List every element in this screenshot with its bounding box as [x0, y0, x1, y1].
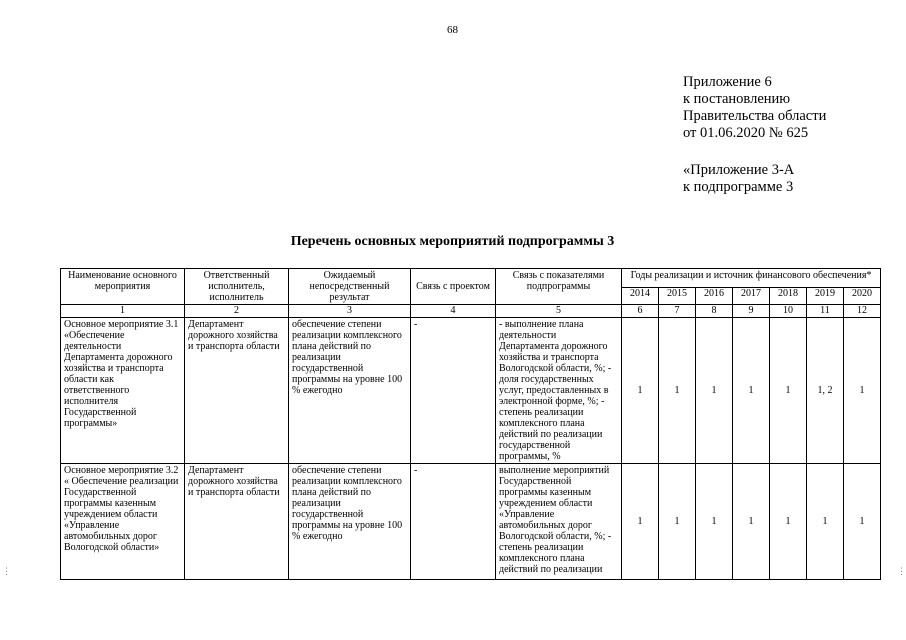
year-value: 1 [622, 318, 659, 464]
column-number: 10 [770, 305, 807, 318]
scan-edge-mark: ⋮ [2, 566, 11, 576]
column-number: 3 [289, 305, 411, 318]
appendix-line: от 01.06.2020 № 625 [683, 125, 809, 141]
header-years-group: Годы реализации и источник финансового обеспечения* [622, 269, 881, 288]
column-number: 8 [696, 305, 733, 318]
column-number: 9 [733, 305, 770, 318]
measure-result-text: обеспечение степени реализации комплексного плана действий по реализации государственной программы на уровне 100 % ежегодно [292, 465, 403, 542]
measure-name [61, 464, 185, 580]
appendix-line: Приложение 6 [683, 74, 772, 90]
table-row [61, 318, 881, 464]
header-result: Ожидаемый непосредственный результат [289, 269, 411, 305]
document-title: Перечень основных мероприятий подпрограммы 3 [290, 234, 615, 249]
table-row [61, 464, 881, 580]
appendix-line: Правительства области [683, 108, 827, 124]
header-year: 2017 [733, 287, 770, 304]
measure-executor [185, 464, 289, 580]
column-number: 11 [807, 305, 844, 318]
measure-project: - [411, 318, 496, 464]
measure-name: Основное мероприятие 3.1 «Обеспечение деятельности Департамента дорожного хозяйства и транспорта области как ответственного исполнителя Государственной программы» [61, 318, 185, 464]
year-value: 1 [659, 318, 696, 464]
column-number: 1 [61, 305, 185, 318]
header-indicators: Связь с показателями подпрограммы [496, 269, 622, 305]
measure-result [289, 464, 411, 580]
appendix-subline: «Приложение 3-А [683, 162, 795, 178]
measure-name-text: Основное мероприятие 3.2 « Обеспечение реализации Государственной программы казенным учреждением области «Управление автомобильных дорог Вологодской области» [64, 465, 179, 553]
header-year: 2020 [844, 287, 881, 304]
year-value: 1 [696, 464, 733, 580]
year-value: 1 [696, 318, 733, 464]
year-value: 1 [844, 464, 881, 580]
year-value: 1, 2 [807, 318, 844, 464]
header-name: Наименование основного мероприятия [61, 269, 185, 305]
column-number: 4 [411, 305, 496, 318]
header-executor: Ответственный исполнитель, исполнитель [185, 269, 289, 305]
year-value: 1 [844, 318, 881, 464]
header-year: 2016 [696, 287, 733, 304]
page-number: 68 [447, 24, 458, 36]
column-number: 2 [185, 305, 289, 318]
year-value: 1 [807, 464, 844, 580]
header-year: 2018 [770, 287, 807, 304]
year-value: 1 [733, 318, 770, 464]
header-row [61, 269, 881, 288]
measure-executor-text: Департамент дорожного хозяйства и транспорта области [188, 465, 280, 498]
measure-result: обеспечение степени реализации комплексного плана действий по реализации государственной программы на уровне 100 % ежегодно [289, 318, 411, 464]
column-number: 7 [659, 305, 696, 318]
measure-indicators [496, 464, 622, 580]
measures-table [60, 268, 881, 580]
header-year: 2019 [807, 287, 844, 304]
appendix-subline: к подпрограмме 3 [683, 179, 794, 195]
column-number-row [61, 305, 881, 318]
measure-indicators-text: выполнение мероприятий Государственной программы казенным учреждением области «Управление автомобильных дорог Вологодской области, %; - степень реализации комплексного плана действий по реализации [499, 465, 612, 575]
column-number: 5 [496, 305, 622, 318]
year-value: 1 [733, 464, 770, 580]
measure-indicators: - выполнение плана деятельности Департамента дорожного хозяйства и транспорта Вологодской области, %; - доля государственных услуг, предоставленных в электронной форме, %; - степень реализации комплексного плана действий по реализации государственной программы, % [496, 318, 622, 464]
appendix-line: к постановлению [683, 91, 791, 107]
header-year: 2015 [659, 287, 696, 304]
header-year: 2014 [622, 287, 659, 304]
column-number: 6 [622, 305, 659, 318]
appendix-block [683, 74, 826, 196]
measure-executor: Департамент дорожного хозяйства и транспорта области [185, 318, 289, 464]
year-value: 1 [622, 464, 659, 580]
measure-project-text: - [414, 465, 418, 476]
year-value: 1 [770, 464, 807, 580]
measure-project [411, 464, 496, 580]
year-value: 1 [770, 318, 807, 464]
header-project: Связь с проектом [411, 269, 496, 305]
scan-edge-mark: ⋮ [897, 566, 906, 576]
column-number: 12 [844, 305, 881, 318]
year-value: 1 [659, 464, 696, 580]
